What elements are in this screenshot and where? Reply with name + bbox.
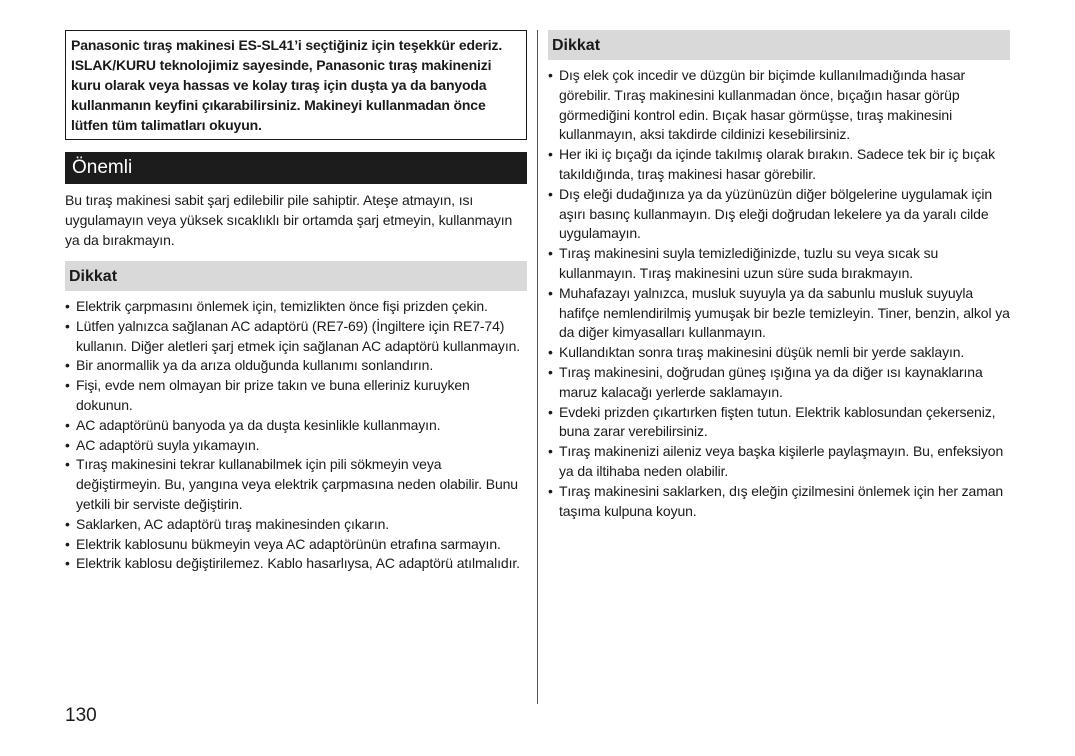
caution-item: • Tıraş makinenizi aileniz veya başka kişilerle paylaşmayın. Bu, enfeksiyon ya da iltihaba neden olabilir. xyxy=(548,442,1010,482)
page-number: 130 xyxy=(65,705,97,726)
left-column xyxy=(65,30,527,574)
column-divider xyxy=(537,30,538,704)
caution-item: • AC adaptörünü banyoda ya da duşta kesinlikle kullanmayın. xyxy=(65,416,527,436)
caution-item: • Lütfen yalnızca sağlanan AC adaptörü (RE7-69) (İngiltere için RE7-74) kullanın. Diğer aletleri şarj etmek için sağlanan AC adaptörü kullanmayın. xyxy=(65,317,527,357)
caution-item: • Dış eleği dudağınıza ya da yüzünüzün diğer bölgelerine uygulamak için aşırı basınç kullanmayın. Dış eleği doğrudan lekelere ya da yaralı cilde uygulamayın. xyxy=(548,185,1010,244)
caution-item: • Tıraş makinesini tekrar kullanabilmek için pili sökmeyin veya değiştirmeyin. Bu, yangına veya elektrik çarpmasına neden olabilir. Bunu yetkili bir serviste değiştirin. xyxy=(65,455,527,514)
caution-item: • Saklarken, AC adaptörü tıraş makinesinden çıkarın. xyxy=(65,515,527,535)
important-heading: Önemli xyxy=(65,152,527,184)
caution-item: • Tıraş makinesini, doğrudan güneş ışığına ya da diğer ısı kaynaklarına maruz kalacağı yerlerde saklamayın. xyxy=(548,363,1010,403)
caution-item: • Tıraş makinesini saklarken, dış eleğin çizilmesini önlemek için her zaman taşıma kulpuna koyun. xyxy=(548,482,1010,522)
important-text: Bu tıraş makinesi sabit şarj edilebilir pile sahiptir. Ateşe atmayın, ısı uygulamayın veya yüksek sıcaklıklı bir ortamda şarj etmeyin, kullanmayın ya da bırakmayın. xyxy=(65,192,513,248)
caution-item: • Dış elek çok incedir ve düzgün bir biçimde kullanılmadığında hasar görebilir. Tıraş makinesini kullanmadan önce, bıçağın hasar görüp görmediğini kontrol edin. Bıçak hasar görmüşse, tıraş makinesini kullanmayın, aksi takdirde cildinizi kesebilirsiniz. xyxy=(548,66,1010,145)
caution-list-right xyxy=(548,66,1010,521)
caution-item: • Evdeki prizden çıkartırken fişten tutun. Elektrik kablosundan çekerseniz, buna zarar verebilirsiniz. xyxy=(548,403,1010,443)
caution-item: • Her iki iç bıçağı da içinde takılmış olarak bırakın. Sadece tek bir iç bıçak takıldığında, tıraş makinesi hasar görebilir. xyxy=(548,145,1010,185)
intro-box: Panasonic tıraş makinesi ES-SL41’i seçtiğiniz için teşekkür ederiz. ISLAK/KURU teknolojimiz sayesinde, Panasonic tıraş makinenizi kuru olarak veya hassas ve kolay tıraş için duşta ya da banyoda kullanmanın keyfini çıkarabilirsiniz. Makineyi kullanmadan önce lütfen tüm talimatları okuyun. xyxy=(65,30,527,140)
caution-item: • Elektrik kablosu değiştirilemez. Kablo hasarlıysa, AC adaptörü atılmalıdır. xyxy=(65,554,527,574)
caution-list-left xyxy=(65,297,527,574)
caution-heading-right: Dikkat xyxy=(548,30,1010,60)
caution-item: • Kullandıktan sonra tıraş makinesini düşük nemli bir yerde saklayın. xyxy=(548,343,1010,363)
caution-item: • Elektrik çarpmasını önlemek için, temizlikten önce fişi prizden çekin. xyxy=(65,297,527,317)
caution-item: • AC adaptörü suyla yıkamayın. xyxy=(65,436,527,456)
caution-item: • Elektrik kablosunu bükmeyin veya AC adaptörünün etrafına sarmayın. xyxy=(65,535,527,555)
caution-item: • Tıraş makinesini suyla temizlediğinizde, tuzlu su veya sıcak su kullanmayın. Tıraş makinesini uzun süre suda bırakmayın. xyxy=(548,244,1010,284)
caution-item: • Fişi, evde nem olmayan bir prize takın ve buna elleriniz kuruyken dokunun. xyxy=(65,376,527,416)
right-column xyxy=(548,30,1010,521)
caution-heading-left: Dikkat xyxy=(65,261,527,291)
caution-item: • Bir anormallik ya da arıza olduğunda kullanımı sonlandırın. xyxy=(65,356,527,376)
caution-item: • Muhafazayı yalnızca, musluk suyuyla ya da sabunlu musluk suyuyla hafifçe nemlendirilmiş yumuşak bir bezle temizleyin. Tiner, benzin, alkol ya da diğer kimyasalları kullanmayın. xyxy=(548,284,1010,343)
